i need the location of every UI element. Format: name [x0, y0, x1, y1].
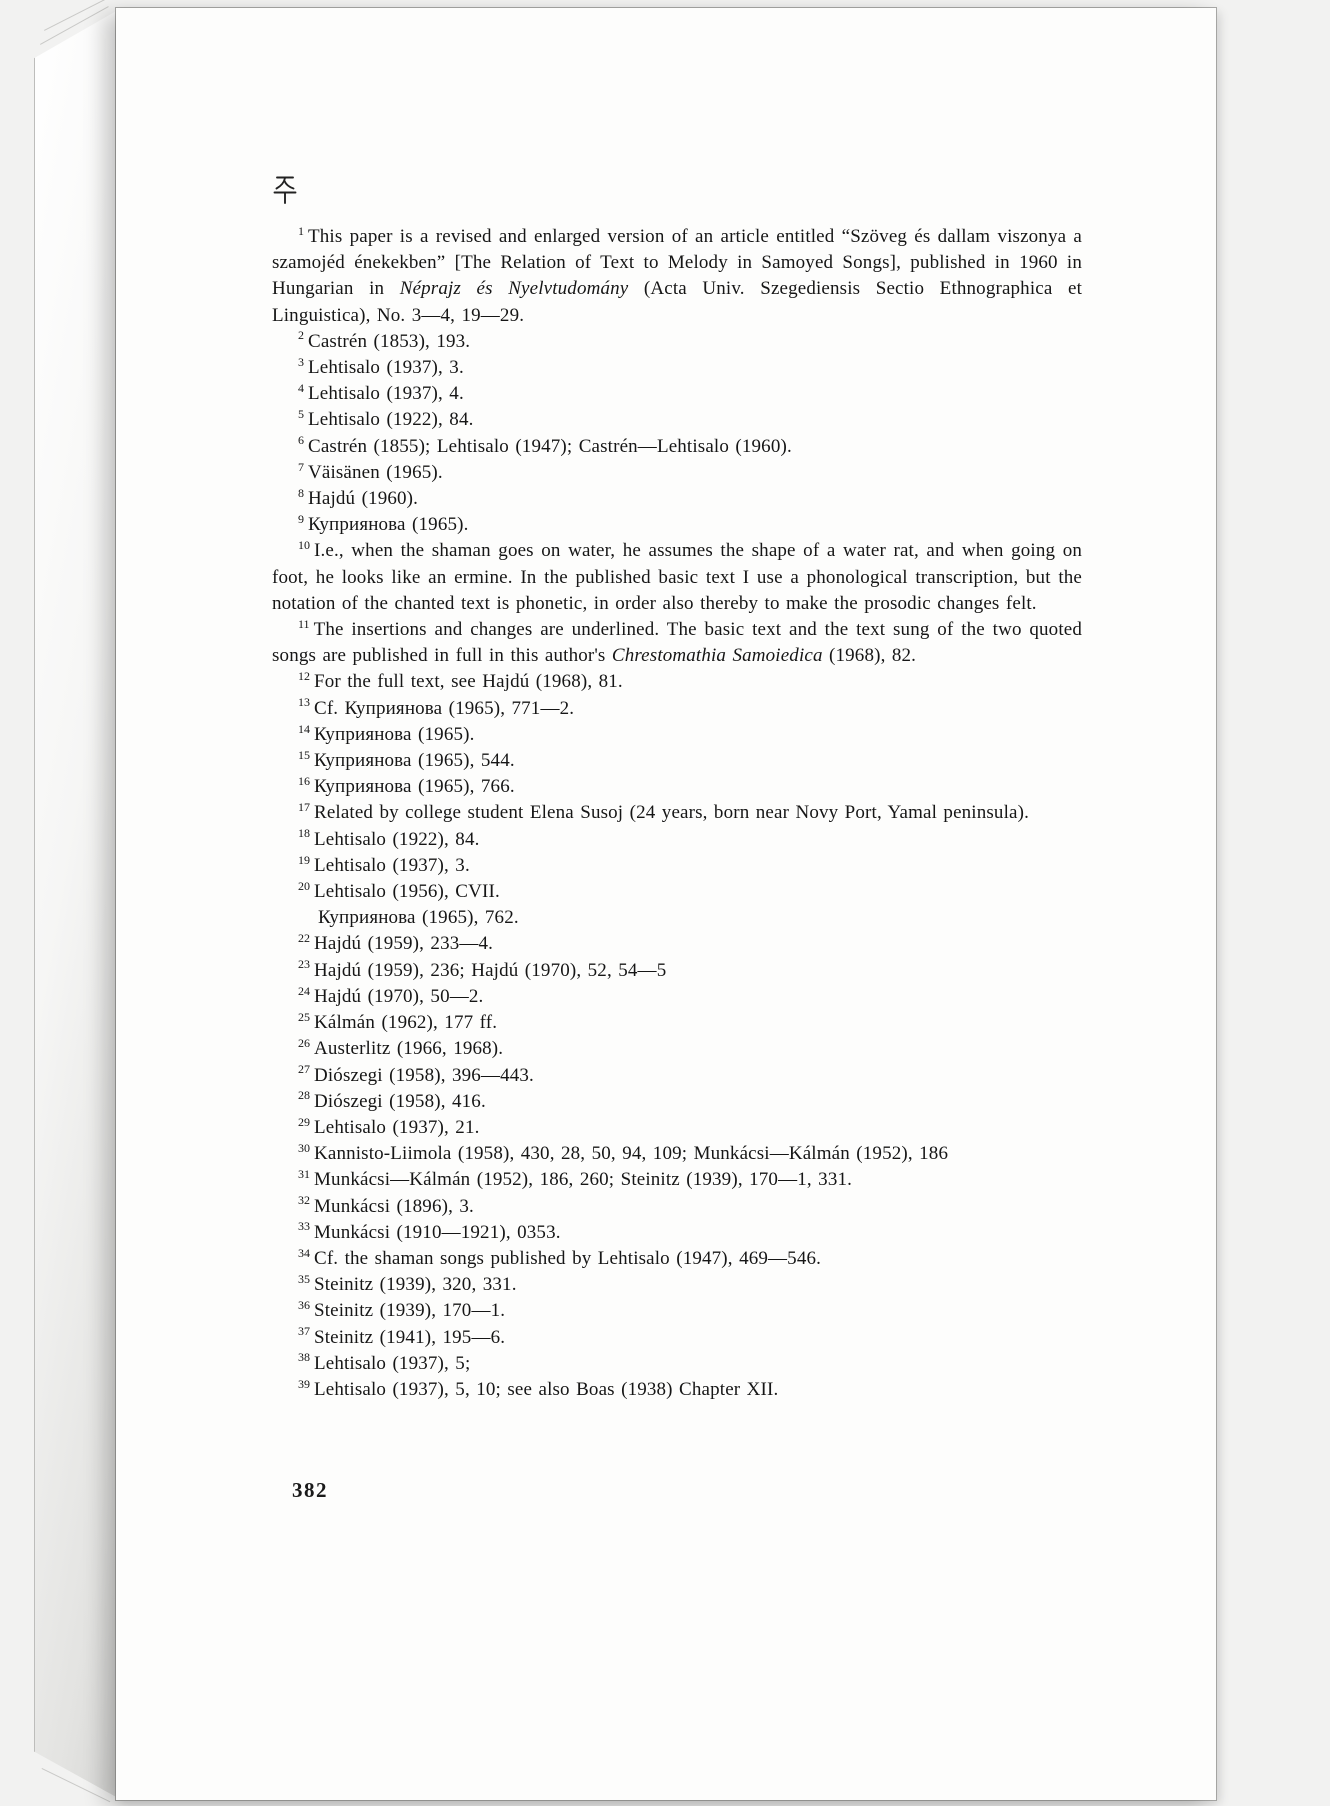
footnote-item	[272, 486, 1082, 512]
footnote-text: Lehtisalo (1922), 84.	[314, 828, 480, 850]
footnote-text: Castrén (1853), 193.	[308, 330, 471, 352]
page-content	[272, 8, 1082, 1800]
footnote-text: The insertions and changes are underlined. The basic text and the text sung of the two quoted songs are published in full in this author's Chrestomathia Samoiedica (1968), 82.	[272, 619, 1082, 667]
footnote-text: Lehtisalo (1937), 5, 10; see also Boas (1938) Chapter XII.	[314, 1378, 779, 1400]
footnote-number: 33	[298, 1219, 310, 1234]
footnote-item	[272, 224, 1082, 329]
footnote-text: Steinitz (1939), 320, 331.	[314, 1274, 517, 1296]
footnote-item	[272, 381, 1082, 407]
footnote-item	[272, 669, 1082, 695]
footnote-number: 35	[298, 1271, 310, 1286]
footnote-text: Lehtisalo (1937), 3.	[308, 357, 464, 379]
footnote-item	[272, 800, 1082, 826]
footnote-number: 38	[298, 1350, 310, 1365]
footnote-item	[272, 1298, 1082, 1324]
section-mark	[272, 174, 298, 204]
footnote-item	[272, 853, 1082, 879]
footnote-text: Kálmán (1962), 177 ff.	[314, 1012, 498, 1034]
footnote-number: 37	[298, 1324, 310, 1339]
footnote-item	[272, 1115, 1082, 1141]
footnote-item	[272, 617, 1082, 669]
footnote-text: Castrén (1855); Lehtisalo (1947); Castrén—Lehtisalo (1960).	[308, 435, 792, 457]
footnote-text: Munkácsi (1910—1921), 0353.	[314, 1221, 561, 1243]
footnote-item	[272, 1220, 1082, 1246]
footnote-number: 28	[298, 1088, 310, 1103]
footnote-text: Lehtisalo (1922), 84.	[308, 409, 474, 431]
footnote-item	[272, 512, 1082, 538]
footnote-item	[272, 1063, 1082, 1089]
footnote-number: 8	[298, 485, 304, 500]
footnote-number: 30	[298, 1140, 310, 1155]
footnote-item	[272, 1272, 1082, 1298]
footnote-item	[272, 1194, 1082, 1220]
footnote-text: Related by college student Elena Susoj (24 years, born near Novy Port, Yamal peninsula).	[314, 802, 1029, 824]
footnote-text: For the full text, see Hajdú (1968), 81.	[314, 671, 623, 693]
footnote-text: Austerlitz (1966, 1968).	[314, 1038, 504, 1060]
footnote-number: 25	[298, 1009, 310, 1024]
footnote-number: 14	[298, 721, 310, 736]
footnote-text: Cf. Куприянова (1965), 771—2.	[314, 697, 575, 719]
footnote-number: 10	[298, 538, 310, 553]
footnote-text: Lehtisalo (1956), CVII.	[314, 881, 500, 903]
footnote-text: Hajdú (1960).	[308, 488, 419, 510]
footnote-item	[272, 958, 1082, 984]
footnote-number: 9	[298, 511, 304, 526]
footnote-item	[272, 722, 1082, 748]
footnote-text: Cf. the shaman songs published by Lehtisalo (1947), 469—546.	[314, 1247, 822, 1269]
footnote-item	[272, 1377, 1082, 1403]
footnote-item	[272, 538, 1082, 617]
footnote-number: 22	[298, 931, 310, 946]
footnote-text: Куприянова (1965), 766.	[314, 776, 515, 798]
footnote-item	[272, 434, 1082, 460]
footnote-text: Куприянова (1965), 544.	[314, 750, 515, 772]
footnote-text: Hajdú (1970), 50—2.	[314, 985, 484, 1007]
page-number: 382	[292, 1478, 328, 1502]
footnote-text: Diószegi (1958), 416.	[314, 1090, 486, 1112]
footnote-item	[272, 1325, 1082, 1351]
footnote-number: 32	[298, 1193, 310, 1208]
footnote-number: 24	[298, 983, 310, 998]
footnote-number: 17	[298, 800, 310, 815]
footnote-text: Munkácsi—Kálmán (1952), 186, 260; Steinitz (1939), 170—1, 331.	[314, 1169, 853, 1191]
footnote-text: Steinitz (1939), 170—1.	[314, 1300, 506, 1322]
footnote-number: 26	[298, 1035, 310, 1050]
footnote-number: 12	[298, 669, 310, 684]
footnote-item	[272, 696, 1082, 722]
footnote-item	[272, 748, 1082, 774]
footnote-item	[272, 905, 1082, 931]
footnote-number: 4	[298, 380, 304, 395]
footnote-item	[272, 1089, 1082, 1115]
footnote-text: I.e., when the shaman goes on water, he assumes the shape of a water rat, and when going on foot, he looks like an ermine. In the published basic text I use a phonological transcription, but the notation of the chanted text is phonetic, in order also thereby to make the prosodic changes felt.	[272, 540, 1082, 614]
footnote-number: 5	[298, 407, 304, 422]
footnote-number: 7	[298, 459, 304, 474]
footnote-number: 15	[298, 747, 310, 762]
footnote-text: Diószegi (1958), 396—443.	[314, 1064, 534, 1086]
footnote-item	[272, 984, 1082, 1010]
document-page	[116, 8, 1216, 1800]
footnote-text: Куприянова (1965), 762.	[318, 907, 519, 929]
footnote-text: Munkácsi (1896), 3.	[314, 1195, 474, 1217]
footnote-text: Väisänen (1965).	[308, 461, 443, 483]
footnote-number: 19	[298, 852, 310, 867]
footnote-number: 6	[298, 433, 304, 448]
footnote-text: Куприянова (1965).	[308, 514, 469, 536]
footnote-item	[272, 407, 1082, 433]
footnote-number: 31	[298, 1166, 310, 1181]
footnote-number: 13	[298, 695, 310, 710]
footnote-text: This paper is a revised and enlarged version of an article entitled “Szöveg és dallam viszonya a szamojéd énekekben” [The Relation of Text to Melody in Samoyed Songs], published in 1960 in Hungarian in Néprajz és Nyelvtudomány (Acta Univ. Szegediensis Sectio Ethnographica et Linguistica), No. 3—4, 19—29.	[272, 226, 1082, 326]
footnote-item	[272, 1246, 1082, 1272]
footnote-item	[272, 1010, 1082, 1036]
footnote-number: 11	[298, 616, 310, 631]
footnote-number: 16	[298, 773, 310, 788]
footnote-number: 1	[298, 223, 304, 238]
footnote-item	[272, 931, 1082, 957]
footnote-number: 3	[298, 354, 304, 369]
footnote-text: Lehtisalo (1937), 21.	[314, 1116, 480, 1138]
footnote-number: 23	[298, 957, 310, 972]
book-page-stack-edge	[34, 10, 118, 1798]
footnote-text: Lehtisalo (1937), 4.	[308, 383, 464, 405]
footnote-number: 39	[298, 1376, 310, 1391]
footnote-text: Lehtisalo (1937), 5;	[314, 1352, 471, 1374]
section-mark-text	[272, 204, 273, 205]
hangul-ju-glyph-icon	[272, 174, 298, 204]
footnote-item	[272, 1141, 1082, 1167]
footnote-number: 29	[298, 1114, 310, 1129]
footnote-item	[272, 1036, 1082, 1062]
footnote-text: Steinitz (1941), 195—6.	[314, 1326, 506, 1348]
footnotes-list	[272, 224, 1082, 1403]
footnote-item	[272, 1351, 1082, 1377]
footnote-text: Lehtisalo (1937), 3.	[314, 854, 470, 876]
footnote-item	[272, 460, 1082, 486]
footnote-text: Hajdú (1959), 236; Hajdú (1970), 52, 54—5	[314, 959, 667, 981]
footnote-number: 2	[298, 328, 304, 343]
footnote-number: 18	[298, 826, 310, 841]
footnote-item	[272, 879, 1082, 905]
footnote-number: 36	[298, 1298, 310, 1312]
footnote-item	[272, 355, 1082, 381]
footnote-text: Куприянова (1965).	[314, 723, 475, 745]
footnote-item	[272, 827, 1082, 853]
footnote-item	[272, 1167, 1082, 1193]
footnote-item	[272, 329, 1082, 355]
footnote-number: 20	[298, 878, 310, 893]
footnote-number: 27	[298, 1062, 310, 1077]
footnote-number: 34	[298, 1245, 310, 1260]
footnote-item	[272, 774, 1082, 800]
footnote-text: Hajdú (1959), 233—4.	[314, 933, 494, 955]
footnote-text: Kannisto-Liimola (1958), 430, 28, 50, 94, 109; Munkácsi—Kálmán (1952), 186	[314, 1143, 949, 1165]
